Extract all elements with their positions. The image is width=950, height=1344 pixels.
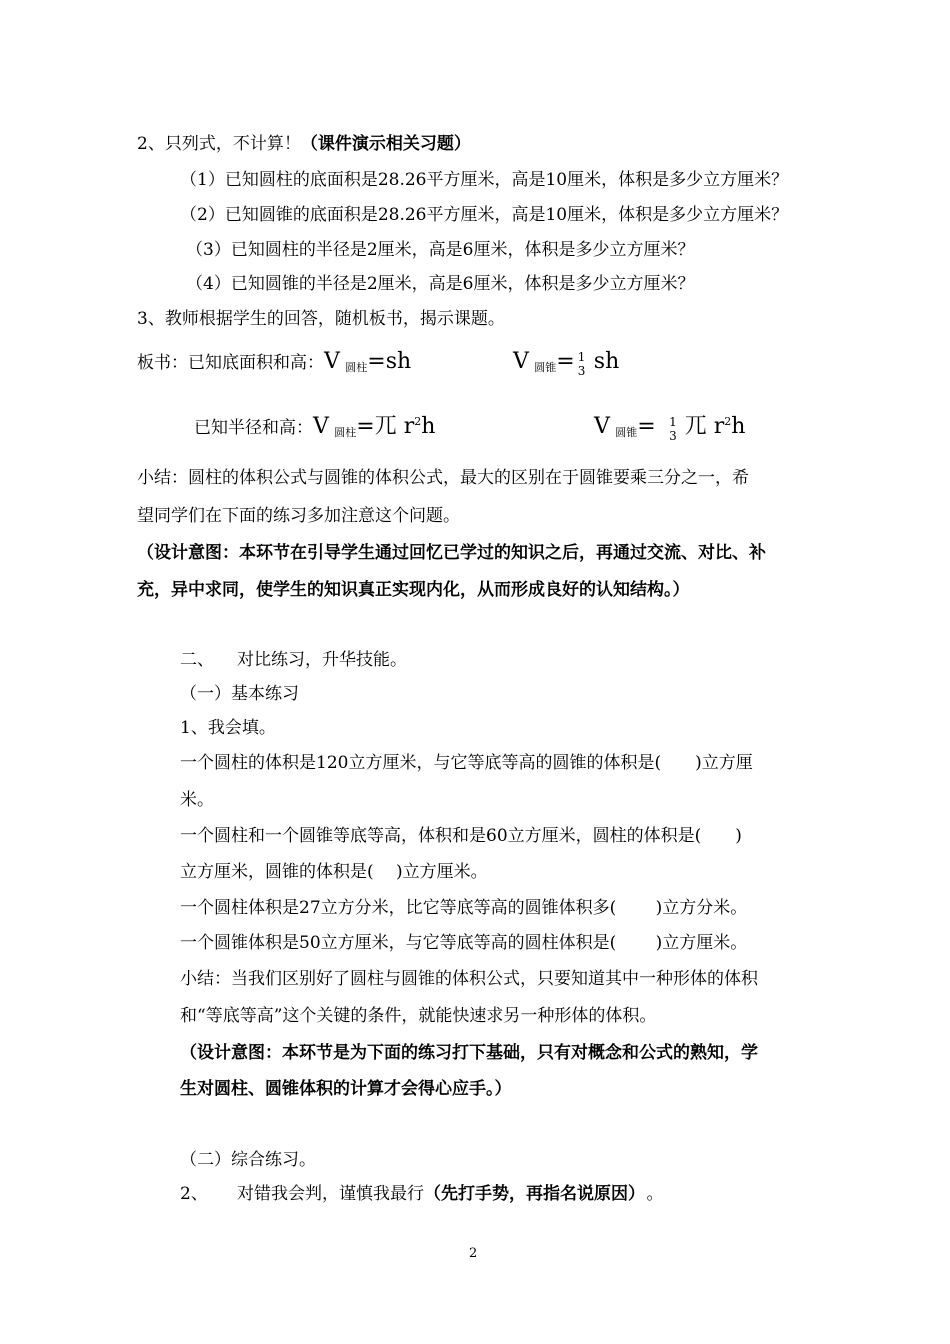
cylinder-radius-formula: =兀 r (356, 414, 415, 439)
one-third-fraction (578, 350, 586, 378)
true-false-text: 对错我会判，谨慎我最行 (237, 1184, 424, 1204)
basic-practice-heading: （一）基本练习 (180, 684, 299, 704)
question-2: （2）已知圆锥的底面积是28.26平方厘米，高是10厘米，体积是多少立方厘米？ (180, 205, 789, 225)
board-label-radius: 已知半径和高： (194, 418, 313, 438)
design1-line2: 充，异中求同，使学生的知识真正实现内化，从而形成良好的认知结构。） (137, 580, 690, 600)
part2-heading-number: 二、 (180, 650, 214, 670)
true-false-end: 。 (646, 1184, 664, 1204)
fill-line-3: 一个圆柱和一个圆锥等底等高，体积和是60立方厘米，圆柱的体积是( ) (180, 826, 742, 846)
question-4: （4）已知圆锥的半径是2厘米，高是6厘米，体积是多少立方厘米？ (186, 274, 695, 294)
fraction-numerator: 1 (577, 349, 586, 364)
board-formula-cone-radius (594, 408, 745, 449)
pi-r: 兀 r (684, 414, 725, 439)
square-exponent: 2 (724, 415, 732, 428)
volume-symbol: V (594, 414, 610, 439)
part2-heading: 对比练习，升华技能。 (237, 650, 407, 670)
volume-symbol: V (513, 349, 529, 374)
design2-line1: （设计意图：本环节是为下面的练习打下基础，只有对概念和公式的熟知，学 (180, 1043, 758, 1063)
cylinder-subscript: 圆柱 (334, 426, 357, 439)
summary1-line2: 望同学们在下面的练习多加注意这个问题。 (137, 506, 460, 526)
section3-text: 3、教师根据学生的回答，随机板书，揭示课题。 (137, 309, 505, 329)
summary1-line1: 小结：圆柱的体积公式与圆锥的体积公式，最大的区别在于圆锥要乘三分之一，希 (137, 468, 749, 488)
fill-line-6: 一个圆锥体积是50立方厘米，与它等底等高的圆柱体积是( )立方厘米。 (180, 933, 748, 953)
summary2-line2: 和“等底等高”这个关键的条件，就能快速求另一种形体的体积。 (180, 1006, 657, 1026)
fill-line-2: 米。 (180, 790, 214, 810)
fill-line-1: 一个圆柱的体积是120立方厘米，与它等底等高的圆锥的体积是( )立方厘 (180, 753, 753, 773)
cylinder-formula: =sh (367, 349, 412, 374)
cylinder-subscript: 圆柱 (345, 361, 368, 374)
fraction-numerator: 1 (669, 414, 677, 429)
section2-heading (137, 132, 471, 156)
fraction-denominator: 3 (577, 363, 586, 378)
volume-symbol: V (324, 349, 340, 374)
board-label-area: 板书：已知底面积和高： (137, 353, 324, 373)
true-false-heading (237, 1182, 664, 1206)
equals-sign: = (556, 349, 575, 374)
comprehensive-practice-heading: （二）综合练习。 (180, 1150, 316, 1170)
section2-heading-text: 2、只列式，不计算！ (137, 134, 301, 154)
page-number: 2 (469, 1246, 478, 1261)
fill-line-5: 一个圆柱体积是27立方分米，比它等底等高的圆锥体积多( )立方分米。 (180, 898, 748, 918)
cone-subscript: 圆锥 (615, 426, 638, 439)
question-1: （1）已知圆柱的底面积是28.26平方厘米，高是10厘米，体积是多少立方厘米？ (180, 170, 789, 190)
fill-in-heading: 1、我会填。 (180, 718, 276, 738)
true-false-note: （先打手势，再指名说原因） (424, 1184, 637, 1204)
one-third-fraction (669, 415, 677, 443)
board-formula-cone-area (513, 343, 619, 384)
section2-heading-note: （课件演示相关习题） (300, 134, 471, 154)
height-symbol: h (421, 414, 436, 439)
board-formula-cylinder-radius (194, 415, 435, 442)
summary2-line1: 小结：当我们区别好了圆柱与圆锥的体积公式，只要知道其中一种形体的体积 (180, 969, 758, 989)
square-exponent: 2 (414, 415, 422, 428)
cone-subscript: 圆锥 (534, 361, 557, 374)
equals-sign: = (637, 414, 656, 439)
true-false-number: 2、 (180, 1184, 208, 1204)
fill-line-4: 立方厘米，圆锥的体积是( )立方厘米。 (180, 862, 488, 882)
fraction-denominator: 3 (669, 428, 677, 443)
design2-line2: 生对圆柱、圆锥体积的计算才会得心应手。） (180, 1079, 512, 1099)
design1-line1: （设计意图：本环节在引导学生通过回忆已学过的知识之后，再通过交流、对比、补 (137, 543, 766, 563)
cone-formula: sh (593, 349, 620, 374)
board-formula-cylinder-area (137, 350, 411, 377)
question-3: （3）已知圆柱的半径是2厘米，高是6厘米，体积是多少立方厘米？ (186, 240, 695, 260)
height-symbol: h (731, 414, 746, 439)
volume-symbol: V (313, 414, 329, 439)
